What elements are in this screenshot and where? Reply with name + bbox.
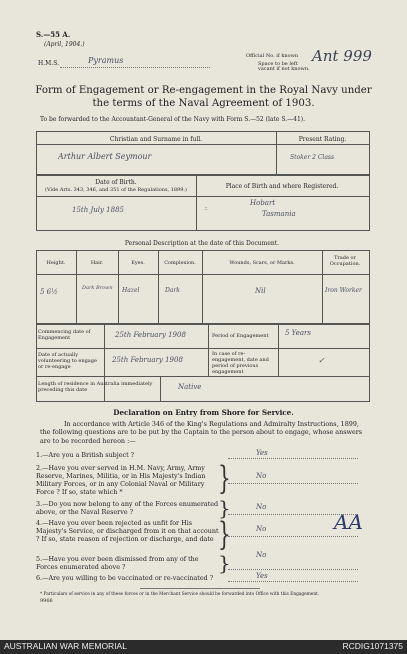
volunteering-value: 25th February 1908 <box>112 356 183 364</box>
header-hair: Hair. <box>90 260 104 266</box>
form-code: S.—55 A. <box>36 30 71 39</box>
residence-value: Native <box>178 383 202 391</box>
marks-value: Nil <box>255 287 266 295</box>
answer-1: Yes <box>256 449 268 457</box>
print-code: 9966 <box>40 598 53 604</box>
official-no-value: Ant 999 <box>312 47 372 65</box>
form-title-line1: Form of Engagement or Re-engagement in the Royal Navy under <box>35 85 372 96</box>
answer-3: No <box>256 503 267 511</box>
space-note: Space to be left vacant if not known. <box>258 61 310 72</box>
answer-4: No <box>256 525 267 533</box>
hms-label: H.M.S. <box>38 60 59 67</box>
question-2: 2.—Have you ever served in H.M. Navy, Army, Army Reserve, Marines, Militia, or in His Majesty's Indian Military Forces, or in any Colonial Naval or Military Force ? If so, state which * <box>36 464 206 496</box>
form-title-line2: the terms of the Naval Agreement of 1903. <box>92 98 315 109</box>
header-height: Height. <box>46 260 66 266</box>
brace-3: } <box>218 496 231 520</box>
hair-value: Dark Brown <box>82 285 113 291</box>
brace-2: } <box>218 458 231 498</box>
period-label: Period of Engagement <box>212 333 269 339</box>
brace-5: } <box>218 551 231 575</box>
declaration-title: Declaration on Entry from Shore for Service. <box>113 408 294 417</box>
question-3: 3.—Do you now belong to any of the Forces enumerated above, or the Naval Reserve ? <box>36 500 219 516</box>
declaration-intro: In accordance with Article 346 of the King's Regulations and Admiralty Instructions, 1899, the following questions are to be put by the Captain to the person about to engage, whose answers are to be recorded hereon :— <box>40 420 363 445</box>
dob-note: (Vide Arts. 343, 346, and 351 of the Regulations, 1899.) <box>45 187 187 193</box>
dash-mark: : <box>205 205 208 212</box>
header-marks: Wounds, Scars, or Marks. <box>229 260 295 266</box>
footer-right: RCDIG1071375 <box>342 641 403 651</box>
reengagement-value: ✓ <box>318 356 325 365</box>
eyes-value: Hazel <box>122 287 140 294</box>
official-no-label: Official No. if known <box>246 53 299 59</box>
hms-dotted-line <box>60 67 210 68</box>
answer-6: Yes <box>256 572 268 580</box>
name-label: Christian and Surname in full. <box>109 136 203 143</box>
place-value-2: Tasmania <box>262 210 296 218</box>
question-5: 5.—Have you ever been dismissed from any of the Forces enumerated above ? <box>36 555 199 571</box>
initials-signature: AA <box>334 510 363 534</box>
period-value: 5 Years <box>285 329 311 337</box>
answer-2: No <box>256 472 267 480</box>
commencing-label: Commencing date of Engagement <box>38 329 91 341</box>
place-label: Place of Birth and where Registered. <box>225 183 339 190</box>
residence-label: Length of residence in Australia immediately preceding this date <box>38 381 153 393</box>
footer-left: AUSTRALIAN WAR MEMORIAL <box>4 641 127 651</box>
dob-label: Date of Birth. <box>95 179 137 186</box>
answer-5: No <box>256 551 267 559</box>
rating-label: Present Rating. <box>298 136 347 143</box>
brace-4: } <box>218 514 231 554</box>
question-6: 6.—Are you willing to be vaccinated or re-vaccinated ? <box>36 574 214 582</box>
rating-value: Stoker 2 Class <box>290 154 335 161</box>
description-title: Personal Description at the date of this Document. <box>124 240 280 247</box>
volunteering-label: Date of actually volunteering to engage or re-engage <box>38 352 97 370</box>
commencing-value: 25th February 1908 <box>115 331 186 339</box>
complexion-value: Dark <box>165 287 180 294</box>
reengagement-label: In case of re-engagement, date and period of previous engagement <box>212 351 269 375</box>
name-value: Arthur Albert Seymour <box>58 152 152 161</box>
archive-footer <box>0 640 407 654</box>
header-complexion: Complexion. <box>164 260 196 266</box>
header-eyes: Eyes. <box>131 260 145 266</box>
hms-value: Pyramus <box>88 56 124 65</box>
header-trade: Trade or Occupation. <box>329 255 361 267</box>
form-date: (April, 1904.) <box>44 41 85 48</box>
place-value-1: Hobart <box>250 199 276 207</box>
height-value: 5 6½ <box>40 288 58 296</box>
dob-value: 15th July 1885 <box>72 206 125 214</box>
question-1: 1.—Are you a British subject ? <box>36 451 135 459</box>
form-instruction: To be forwarded to the Accountant-General of the Navy with Form S.—52 (late S.—41). <box>40 116 306 123</box>
trade-value: Iron Worker <box>325 287 362 294</box>
question-4: 4.—Have you ever been rejected as unfit for His Majesty's Service, or discharged from it on that account ? If so, state reason of rejection or discharge, and date <box>36 519 219 543</box>
footnote: * Particulars of service in any of these forces or in the Merchant Service should be forwarded into Office with this Engagement. <box>40 592 320 597</box>
